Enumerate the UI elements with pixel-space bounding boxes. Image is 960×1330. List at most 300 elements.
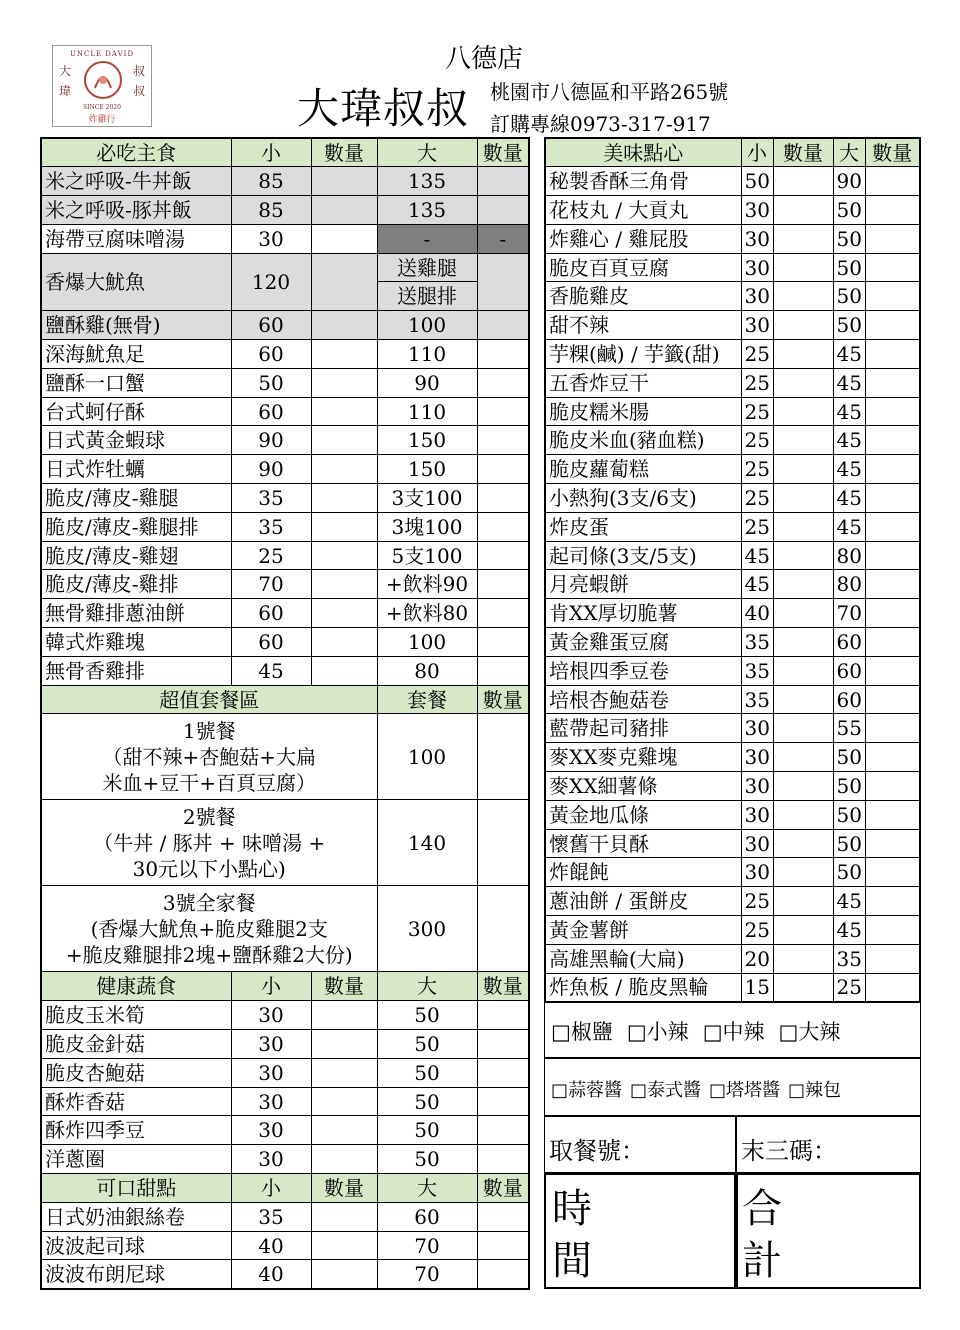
column-header: 數量 — [773, 138, 833, 167]
menu-item-row — [545, 944, 920, 973]
quantity-small-field[interactable] — [773, 973, 833, 1002]
combo-quantity-field[interactable] — [477, 800, 529, 886]
item-name: 鹽酥雞(無骨) — [41, 311, 231, 340]
quantity-large-field[interactable] — [865, 685, 920, 714]
combo-title: 3號全家餐 — [162, 890, 256, 915]
quantity-small-field[interactable] — [773, 455, 833, 484]
time-field[interactable] — [544, 1173, 736, 1289]
quantity-large-field[interactable] — [865, 656, 920, 685]
item-name: 起司條(3支/5支) — [545, 541, 741, 570]
quantity-small-field[interactable] — [311, 512, 377, 541]
quantity-large-field[interactable] — [477, 599, 529, 628]
quantity-small-field[interactable] — [773, 887, 833, 916]
item-name: 脆皮/薄皮-雞排 — [41, 570, 231, 599]
spice-option-checkbox[interactable]: □椒鹽 — [551, 1020, 613, 1044]
item-price-large: 5支100 — [377, 541, 477, 570]
quantity-large-field[interactable] — [865, 599, 920, 628]
item-price-small: 85 — [231, 196, 311, 225]
quantity-small-field[interactable] — [773, 311, 833, 340]
menu-item-row — [545, 541, 920, 570]
item-price-large: 45 — [833, 484, 865, 513]
quantity-large-field[interactable] — [477, 253, 529, 311]
item-price-small: 25 — [741, 512, 773, 541]
item-price-large: - — [377, 224, 477, 253]
section-header-row — [41, 685, 529, 714]
column-header: 必吃主食 — [41, 138, 231, 167]
column-header: 小 — [231, 138, 311, 167]
quantity-small-field[interactable] — [773, 944, 833, 973]
item-name: 脆皮百頁豆腐 — [545, 253, 741, 282]
sauce-option-checkbox[interactable]: □辣包 — [788, 1080, 842, 1101]
quantity-small-field[interactable] — [773, 512, 833, 541]
quantity-large-field[interactable] — [865, 484, 920, 513]
total-label: 合 計 — [742, 1186, 782, 1284]
item-price-large: 70 — [377, 1260, 477, 1289]
quantity-large-field[interactable] — [865, 167, 920, 196]
item-price-large: 70 — [833, 599, 865, 628]
item-price-small: 35 — [741, 656, 773, 685]
item-price-small: 25 — [231, 541, 311, 570]
item-price-small: 90 — [231, 426, 311, 455]
quantity-large-field[interactable] — [477, 340, 529, 369]
item-price-small: 40 — [231, 1260, 311, 1289]
item-name: 炸皮蛋 — [545, 512, 741, 541]
combo-line2: 米血+豆干+百頁豆腐） — [102, 770, 316, 795]
item-price-small: 30 — [231, 1116, 311, 1145]
quantity-small-field[interactable] — [773, 224, 833, 253]
item-name: 培根杏鮑菇卷 — [545, 685, 741, 714]
item-price-small: 50 — [231, 368, 311, 397]
desserts-section — [41, 1174, 529, 1289]
menu-item-row — [41, 224, 529, 253]
item-price-small: 30 — [741, 829, 773, 858]
quantity-small-field[interactable] — [773, 714, 833, 743]
menu-item-row — [545, 743, 920, 772]
quantity-large-field[interactable] — [865, 541, 920, 570]
item-price-small: 35 — [741, 628, 773, 657]
menu-item-row — [41, 541, 529, 570]
quantity-small-field[interactable] — [311, 397, 377, 426]
column-header: 套餐 — [377, 685, 477, 714]
item-price-large: 50 — [833, 800, 865, 829]
menu-item-row — [545, 973, 920, 1002]
section-header-row — [41, 972, 529, 1001]
quantity-large-field[interactable] — [865, 368, 920, 397]
quantity-large-field[interactable] — [865, 887, 920, 916]
quantity-large-field[interactable] — [477, 541, 529, 570]
quantity-small-field[interactable] — [311, 628, 377, 657]
item-name: 波波起司球 — [41, 1231, 231, 1260]
item-price-small: 25 — [741, 484, 773, 513]
quantity-small-field[interactable] — [773, 599, 833, 628]
combo-line2: +脆皮雞腿排2塊+鹽酥雞2大份) — [65, 942, 353, 967]
menu-item-row — [545, 887, 920, 916]
item-price-large: 45 — [833, 512, 865, 541]
quantity-small-field[interactable] — [773, 196, 833, 225]
item-price-small: 35 — [231, 512, 311, 541]
item-name: 無骨香雞排 — [41, 656, 231, 685]
quantity-small-field[interactable] — [773, 167, 833, 196]
item-name: 脆皮/薄皮-雞腿 — [41, 484, 231, 513]
quantity-small-field[interactable] — [311, 224, 377, 253]
item-name: 米之呼吸-豚丼飯 — [41, 196, 231, 225]
quantity-large-field[interactable] — [865, 973, 920, 1002]
item-price-small: 25 — [741, 397, 773, 426]
section-header-row — [41, 138, 529, 167]
item-name: 月亮蝦餅 — [545, 570, 741, 599]
item-price-small: 120 — [231, 253, 311, 311]
column-header: 小 — [231, 972, 311, 1001]
item-name: 藍帶起司豬排 — [545, 714, 741, 743]
snacks-table — [544, 137, 921, 1003]
quantity-small-field[interactable] — [311, 1001, 377, 1030]
item-price-large: 55 — [833, 714, 865, 743]
column-header: 數量 — [477, 138, 529, 167]
item-price-large: 50 — [833, 224, 865, 253]
sauce-option-checkbox[interactable]: □泰式醬 — [630, 1080, 702, 1101]
menu-item-row — [545, 656, 920, 685]
logo-emblem-icon — [83, 60, 123, 100]
quantity-large-field[interactable] — [477, 1202, 529, 1231]
combo-description — [41, 800, 377, 886]
quantity-small-field[interactable] — [311, 599, 377, 628]
item-price-large: 45 — [833, 368, 865, 397]
item-name: 小熱狗(3支/6支) — [545, 484, 741, 513]
quantity-small-field[interactable] — [773, 829, 833, 858]
pickup-number-field[interactable] — [544, 1116, 736, 1173]
menu-item-row — [41, 1001, 529, 1030]
column-header: 數量 — [477, 972, 529, 1001]
item-price-small: 30 — [231, 1145, 311, 1174]
item-price-small: 15 — [741, 973, 773, 1002]
quantity-small-field[interactable] — [311, 253, 377, 311]
quantity-small-field[interactable] — [773, 628, 833, 657]
time-label: 時 間 — [552, 1186, 592, 1284]
quantity-small-field[interactable] — [773, 340, 833, 369]
quantity-small-field[interactable] — [311, 1087, 377, 1116]
item-price-small: 30 — [741, 772, 773, 801]
logo-char: 叔 — [133, 84, 146, 98]
item-price-large: 50 — [377, 1030, 477, 1059]
menu-item-row — [545, 368, 920, 397]
sauce-option-checkbox[interactable]: □蒜蓉醬 — [551, 1080, 623, 1101]
item-price-small: 25 — [741, 368, 773, 397]
item-price-large: 60 — [377, 1202, 477, 1231]
quantity-large-field[interactable] — [865, 628, 920, 657]
sauce-options — [544, 1058, 921, 1116]
quantity-small-field[interactable] — [311, 1058, 377, 1087]
quantity-large-field[interactable] — [477, 1260, 529, 1289]
quantity-large-field[interactable] — [477, 397, 529, 426]
item-name: 酥炸四季豆 — [41, 1116, 231, 1145]
quantity-small-field[interactable] — [311, 1231, 377, 1260]
last-three-digits-label: 末三碼： — [741, 1137, 837, 1165]
quantity-small-field[interactable] — [773, 772, 833, 801]
column-header: 超值套餐區 — [41, 685, 377, 714]
quantity-large-field[interactable] — [477, 570, 529, 599]
item-price-small: 45 — [741, 570, 773, 599]
menu-item-row — [41, 1145, 529, 1174]
item-price-small: 25 — [741, 916, 773, 945]
quantity-large-field[interactable] — [477, 1116, 529, 1145]
item-name: 芋粿(鹹) / 芋籤(甜) — [545, 340, 741, 369]
menu-item-row — [41, 656, 529, 685]
menu-item-row — [545, 167, 920, 196]
quantity-large-field[interactable] — [865, 340, 920, 369]
item-price-small: 60 — [231, 340, 311, 369]
item-price-large: +飲料80 — [377, 599, 477, 628]
logo-char: 叔 — [133, 64, 146, 78]
combo-quantity-field[interactable] — [477, 886, 529, 972]
item-name: 台式蚵仔酥 — [41, 397, 231, 426]
logo-since-text: SINCE 2020 — [83, 104, 121, 111]
item-price-small: 30 — [741, 224, 773, 253]
combo-row — [41, 800, 529, 886]
quantity-small-field[interactable] — [311, 1030, 377, 1059]
quantity-small-field[interactable] — [311, 196, 377, 225]
quantity-large-field[interactable] — [865, 743, 920, 772]
menu-item-row — [41, 628, 529, 657]
quantity-large-field[interactable] — [477, 311, 529, 340]
item-name: 鹽酥一口蟹 — [41, 368, 231, 397]
quantity-large-field[interactable] — [865, 800, 920, 829]
menu-item-row — [41, 512, 529, 541]
sauce-option-checkbox[interactable]: □塔塔醬 — [709, 1080, 781, 1101]
quantity-small-field[interactable] — [773, 858, 833, 887]
item-price-large: 50 — [377, 1116, 477, 1145]
last-three-digits-field[interactable] — [736, 1116, 921, 1173]
quantity-small-field[interactable] — [311, 340, 377, 369]
menu-item-row — [41, 599, 529, 628]
quantity-large-field[interactable] — [477, 1231, 529, 1260]
menu-item-row — [545, 858, 920, 887]
item-price-large: 45 — [833, 340, 865, 369]
item-name: 培根四季豆卷 — [545, 656, 741, 685]
quantity-small-field[interactable] — [311, 484, 377, 513]
quantity-small-field[interactable] — [311, 1260, 377, 1289]
menu-item-row — [41, 426, 529, 455]
quantity-large-field[interactable] — [865, 282, 920, 311]
menu-item-row — [545, 685, 920, 714]
menu-item-row — [545, 800, 920, 829]
vegetables-section — [41, 972, 529, 1174]
pickup-number-label: 取餐號： — [549, 1137, 645, 1165]
quantity-small-field[interactable] — [311, 1145, 377, 1174]
menu-item-row — [41, 1260, 529, 1289]
quantity-large-field[interactable] — [865, 426, 920, 455]
item-name: 脆皮金針菇 — [41, 1030, 231, 1059]
quantity-large-field[interactable] — [477, 426, 529, 455]
item-price-large: 110 — [377, 340, 477, 369]
column-header: 健康蔬食 — [41, 972, 231, 1001]
quantity-large-field[interactable] — [865, 224, 920, 253]
item-name: 麥XX細薯條 — [545, 772, 741, 801]
quantity-large-field[interactable] — [865, 772, 920, 801]
quantity-large-field[interactable] — [865, 253, 920, 282]
quantity-small-field[interactable] — [773, 397, 833, 426]
item-name: 韓式炸雞塊 — [41, 628, 231, 657]
section-header-row — [545, 138, 920, 167]
quantity-small-field[interactable] — [773, 368, 833, 397]
quantity-large-field[interactable] — [865, 916, 920, 945]
quantity-small-field[interactable] — [773, 685, 833, 714]
item-price-large: 25 — [833, 973, 865, 1002]
item-price-small: 30 — [231, 1087, 311, 1116]
quantity-large-field[interactable] — [477, 1001, 529, 1030]
quantity-large-field[interactable] — [477, 1145, 529, 1174]
quantity-small-field[interactable] — [311, 541, 377, 570]
combo-row — [41, 886, 529, 972]
item-name: 日式黃金蝦球 — [41, 426, 231, 455]
quantity-large-field: - — [477, 224, 529, 253]
item-name: 炸雞心 / 雞屁股 — [545, 224, 741, 253]
menu-item-row — [545, 282, 920, 311]
quantity-small-field[interactable] — [773, 541, 833, 570]
item-name: 深海魷魚足 — [41, 340, 231, 369]
item-price-large: 45 — [833, 887, 865, 916]
quantity-large-field[interactable] — [865, 829, 920, 858]
item-price-large: 135 — [377, 196, 477, 225]
quantity-large-field[interactable] — [865, 944, 920, 973]
item-price-small: 30 — [231, 1030, 311, 1059]
quantity-large-field[interactable] — [865, 858, 920, 887]
quantity-small-field[interactable] — [311, 570, 377, 599]
column-header: 大 — [833, 138, 865, 167]
item-price-large: 80 — [377, 656, 477, 685]
quantity-small-field[interactable] — [773, 426, 833, 455]
shop-phone: 訂購專線0973-317-917 — [490, 112, 711, 136]
quantity-small-field[interactable] — [311, 455, 377, 484]
combo-quantity-field[interactable] — [477, 714, 529, 800]
quantity-small-field[interactable] — [773, 282, 833, 311]
column-header: 大 — [377, 1174, 477, 1203]
spice-option-checkbox[interactable]: □大辣 — [778, 1020, 841, 1044]
logo-shop-text: 炸雞行 — [88, 115, 116, 125]
item-price-small: 30 — [231, 1001, 311, 1030]
quantity-large-field[interactable] — [865, 311, 920, 340]
combo-line2: 30元以下小點心) — [132, 856, 286, 881]
item-name: 麥XX麥克雞塊 — [545, 743, 741, 772]
item-price-small: 40 — [741, 599, 773, 628]
quantity-large-field[interactable] — [477, 455, 529, 484]
quantity-small-field[interactable] — [773, 656, 833, 685]
item-price-small: 45 — [231, 656, 311, 685]
menu-item-row — [545, 426, 920, 455]
quantity-small-field[interactable] — [311, 1202, 377, 1231]
item-price-large: 50 — [377, 1087, 477, 1116]
spice-option-checkbox[interactable]: □小辣 — [626, 1020, 689, 1044]
menu-item-row — [545, 599, 920, 628]
menu-item-row — [41, 253, 529, 282]
logo-char: 瑋 — [59, 84, 72, 98]
quantity-small-field[interactable] — [311, 1116, 377, 1145]
menu-item-row — [41, 167, 529, 196]
item-name: 日式炸牡蠣 — [41, 455, 231, 484]
quantity-small-field[interactable] — [311, 311, 377, 340]
combo-price: 300 — [377, 886, 477, 972]
quantity-large-field[interactable] — [477, 628, 529, 657]
spice-option-checkbox[interactable]: □中辣 — [702, 1020, 765, 1044]
quantity-large-field[interactable] — [477, 512, 529, 541]
shop-logo — [52, 45, 152, 127]
menu-item-row — [545, 340, 920, 369]
item-price-large: 70 — [377, 1231, 477, 1260]
item-price-large: 150 — [377, 426, 477, 455]
section-header-row — [41, 1174, 529, 1203]
item-price-large: 50 — [377, 1001, 477, 1030]
column-header: 小 — [741, 138, 773, 167]
quantity-small-field[interactable] — [773, 743, 833, 772]
quantity-large-field[interactable] — [477, 484, 529, 513]
quantity-large-field[interactable] — [477, 196, 529, 225]
item-price-large: 50 — [833, 311, 865, 340]
menu-item-row — [41, 1116, 529, 1145]
item-price-small: 30 — [741, 196, 773, 225]
quantity-small-field[interactable] — [311, 167, 377, 196]
quantity-large-field[interactable] — [477, 167, 529, 196]
menu-item-row — [41, 1231, 529, 1260]
total-field[interactable] — [736, 1173, 921, 1289]
quantity-large-field[interactable] — [865, 714, 920, 743]
quantity-small-field[interactable] — [773, 253, 833, 282]
item-name: 黃金地瓜條 — [545, 800, 741, 829]
quantity-small-field[interactable] — [773, 570, 833, 599]
quantity-small-field[interactable] — [773, 800, 833, 829]
quantity-large-field[interactable] — [477, 1087, 529, 1116]
quantity-large-field[interactable] — [477, 1030, 529, 1059]
quantity-small-field[interactable] — [773, 484, 833, 513]
combo-description — [41, 886, 377, 972]
combo-price: 100 — [377, 714, 477, 800]
item-name: 脆皮玉米筍 — [41, 1001, 231, 1030]
quantity-small-field[interactable] — [773, 916, 833, 945]
item-price-small: 25 — [741, 455, 773, 484]
column-header: 數量 — [311, 138, 377, 167]
item-price-small: 35 — [231, 484, 311, 513]
quantity-large-field[interactable] — [477, 1058, 529, 1087]
item-price-large: 50 — [833, 253, 865, 282]
item-price-small: 30 — [231, 1058, 311, 1087]
quantity-large-field[interactable] — [865, 397, 920, 426]
item-price-small: 45 — [741, 541, 773, 570]
quantity-large-field[interactable] — [865, 455, 920, 484]
item-name: 蔥油餅 / 蛋餅皮 — [545, 887, 741, 916]
quantity-small-field[interactable] — [311, 426, 377, 455]
quantity-large-field[interactable] — [865, 570, 920, 599]
item-price-small: 30 — [231, 224, 311, 253]
item-price-small: 30 — [741, 253, 773, 282]
menu-item-row — [545, 772, 920, 801]
quantity-small-field[interactable] — [311, 656, 377, 685]
quantity-large-field[interactable] — [865, 512, 920, 541]
item-price-large: 45 — [833, 397, 865, 426]
item-price-large: 100 — [377, 311, 477, 340]
item-price-large: 50 — [833, 196, 865, 225]
menu-item-row — [41, 1087, 529, 1116]
item-price-small: 35 — [231, 1202, 311, 1231]
item-price-large: 45 — [833, 916, 865, 945]
item-price-large: +飲料90 — [377, 570, 477, 599]
item-name: 肯XX厚切脆薯 — [545, 599, 741, 628]
quantity-large-field[interactable] — [477, 368, 529, 397]
logo-char: 大 — [59, 64, 72, 78]
column-header: 小 — [231, 1174, 311, 1203]
item-price-small: 40 — [231, 1231, 311, 1260]
quantity-small-field[interactable] — [311, 368, 377, 397]
quantity-large-field[interactable] — [477, 656, 529, 685]
menu-item-row — [545, 628, 920, 657]
quantity-large-field[interactable] — [865, 196, 920, 225]
